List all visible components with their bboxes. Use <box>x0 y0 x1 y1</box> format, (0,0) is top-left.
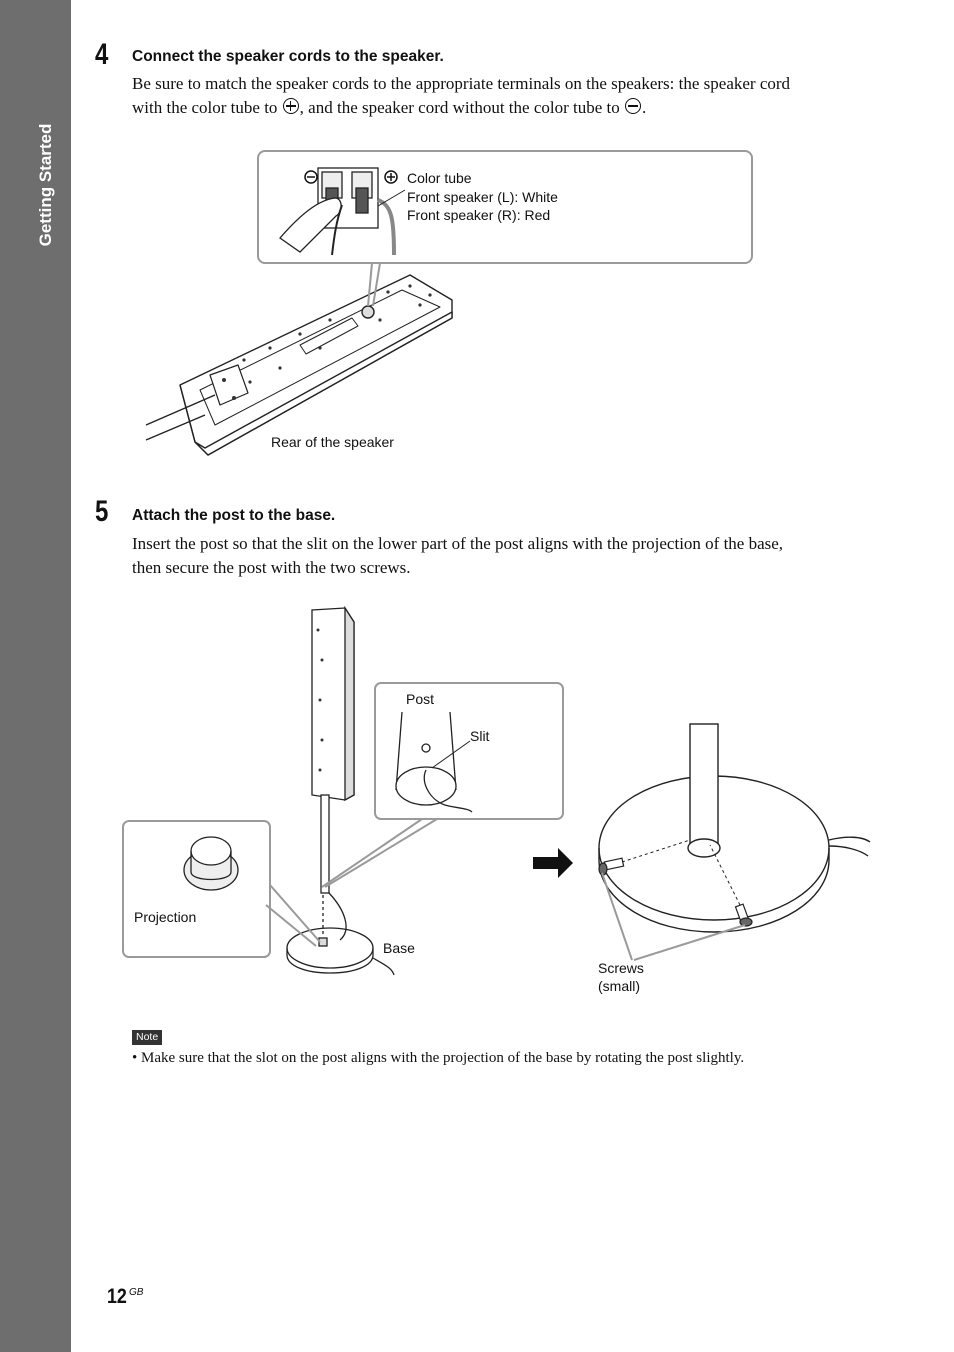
step-4-title: Connect the speaker cords to the speaker. <box>132 48 444 65</box>
note-badge: Note <box>132 1030 162 1045</box>
step-4-body-part-2: with the color tube to <box>132 98 282 117</box>
step-5-body-line-2: then secure the post with the two screws. <box>132 558 411 577</box>
section-label: Getting Started <box>36 123 55 247</box>
projection-label: Projection <box>134 909 197 925</box>
page-number-suffix: GB <box>129 1287 144 1298</box>
page-number: 12 <box>107 1285 127 1308</box>
rear-of-speaker-label: Rear of the speaker <box>271 434 394 450</box>
assembled-base-illustration <box>599 724 870 932</box>
step-4-number: 4 <box>95 38 109 71</box>
step-5-number: 5 <box>95 495 109 528</box>
screws-label: Screws <box>598 960 644 976</box>
step-4-body-part-4: . <box>642 98 647 117</box>
step-4-body-part-3: , and the speaker cord without the color tube to <box>299 98 624 117</box>
callout-label-color-tube: Color tube <box>407 170 472 186</box>
slit-label: Slit <box>470 728 490 744</box>
next-step-arrow-icon <box>533 848 573 878</box>
callout-label-front-left: Front speaker (L): White <box>407 189 558 205</box>
step-5-body-line-1: Insert the post so that the slit on the lower part of the post aligns with the projection of the base, <box>132 534 784 553</box>
step-4-body-line-1: Be sure to match the speaker cords to the appropriate terminals on the speakers: the speaker cord <box>132 74 791 93</box>
post-label: Post <box>406 691 435 707</box>
note-text: • Make sure that the slot on the post aligns with the projection of the base by rotating the post slightly. <box>132 1050 745 1066</box>
step-5-title: Attach the post to the base. <box>132 507 336 524</box>
callout-label-front-right: Front speaker (R): Red <box>407 207 551 223</box>
base-label: Base <box>383 940 415 956</box>
screws-size-label: (small) <box>598 978 640 994</box>
